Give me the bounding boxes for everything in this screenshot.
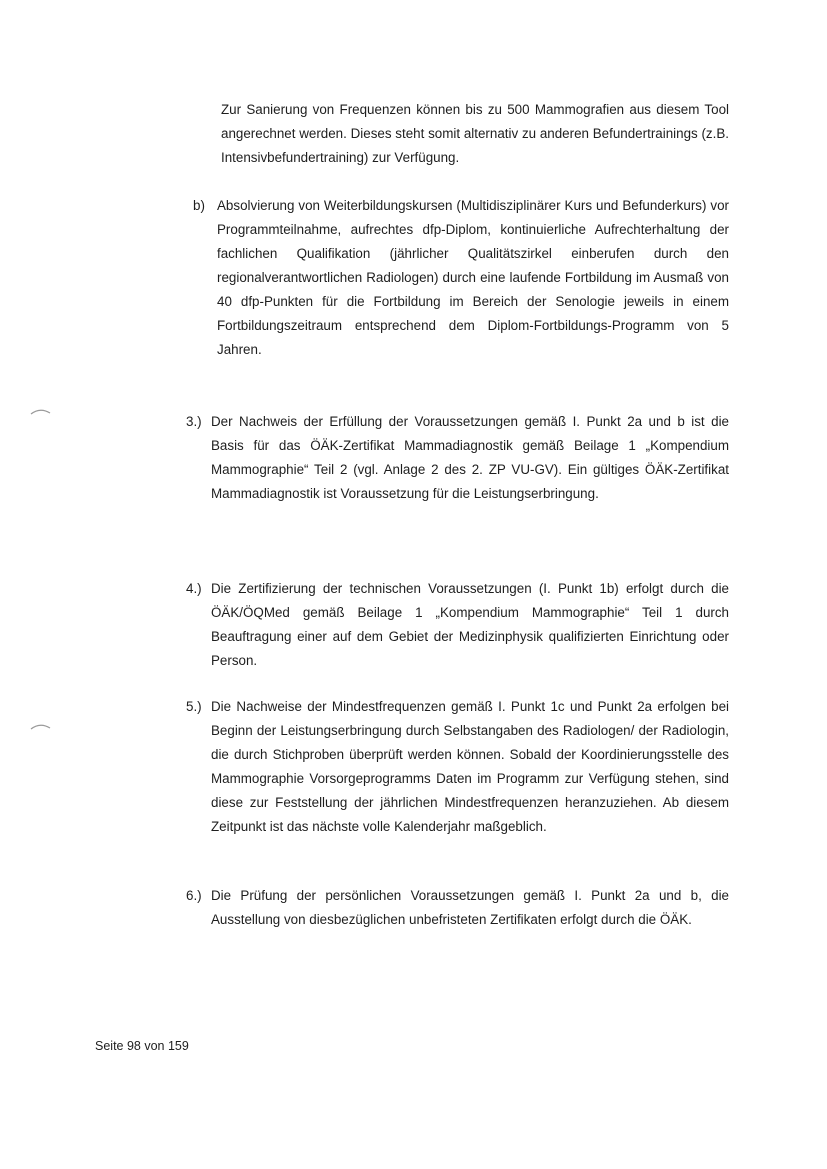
- item-3-marker: 3.): [186, 414, 202, 429]
- item-4-text: Die Zertifizierung der technischen Voraussetzungen (I. Punkt 1b) erfolgt durch die ÖÄK/ÖQMed gemäß Beilage 1 „Kompendium Mammographie“ Teil 1 durch Beauftragung einer auf dem Gebiet der Medizinphysik qualifizierten Einrichtung oder Person.: [211, 581, 729, 668]
- item-b-marker: b): [193, 198, 205, 213]
- item-6-marker: 6.): [186, 888, 202, 903]
- item-4-marker: 4.): [186, 581, 202, 596]
- scan-mark-bottom: [30, 722, 52, 732]
- item-6-text: Die Prüfung der persönlichen Voraussetzungen gemäß I. Punkt 2a und b, die Ausstellung von diesbezüglichen unbefristeten Zertifikaten erfolgt durch die ÖÄK.: [211, 888, 729, 927]
- item-b-text: Absolvierung von Weiterbildungskursen (Multidisziplinärer Kurs und Befunderkurs) vor Programmteilnahme, aufrechtes dfp-Diplom, kontinuierliche Aufrechterhaltung der fachlichen Qualifikation (jährlicher Qualitätszirkel einberufen durch den regionalverantwortlichen Radiologen) durch eine laufende Fortbildung im Ausmaß von 40 dfp-Punkten für die Fortbildung im Bereich der Senologie jeweils in einem Fortbildungszeitraum entsprechend dem Diplom-Fortbildungs-Programm von 5 Jahren.: [217, 198, 729, 357]
- page-number: Seite 98 von 159: [95, 1039, 189, 1053]
- scan-mark-top: [30, 407, 52, 417]
- item-3-text: Der Nachweis der Erfüllung der Voraussetzungen gemäß I. Punkt 2a und b ist die Basis für das ÖÄK-Zertifikat Mammadiagnostik gemäß Beilage 1 „Kompendium Mammographie“ Teil 2 (vgl. Anlage 2 des 2. ZP VU-GV). Ein gültiges ÖÄK-Zertifikat Mammadiagnostik ist Voraussetzung für die Leistungserbringung.: [211, 414, 729, 501]
- item-5-marker: 5.): [186, 699, 202, 714]
- intro-paragraph: Zur Sanierung von Frequenzen können bis zu 500 Mammografien aus diesem Tool angerechnet werden. Dieses steht somit alternativ zu anderen Befundertrainings (z.B. Intensivbefundertraining) zur Verfügung.: [221, 102, 729, 165]
- item-5-text: Die Nachweise der Mindestfrequenzen gemäß I. Punkt 1c und Punkt 2a erfolgen bei Beginn der Leistungserbringung durch Selbstangaben des Radiologen/ der Radiologin, die durch Stichproben überprüft werden können. Sobald der Koordinierungsstelle des Mammographie Vorsorgeprogramms Daten im Programm zur Verfügung stehen, sind diese zur Feststellung der jährlichen Mindestfrequenzen heranzuziehen. Ab diesem Zeitpunkt ist das nächste volle Kalenderjahr maßgeblich.: [211, 699, 729, 834]
